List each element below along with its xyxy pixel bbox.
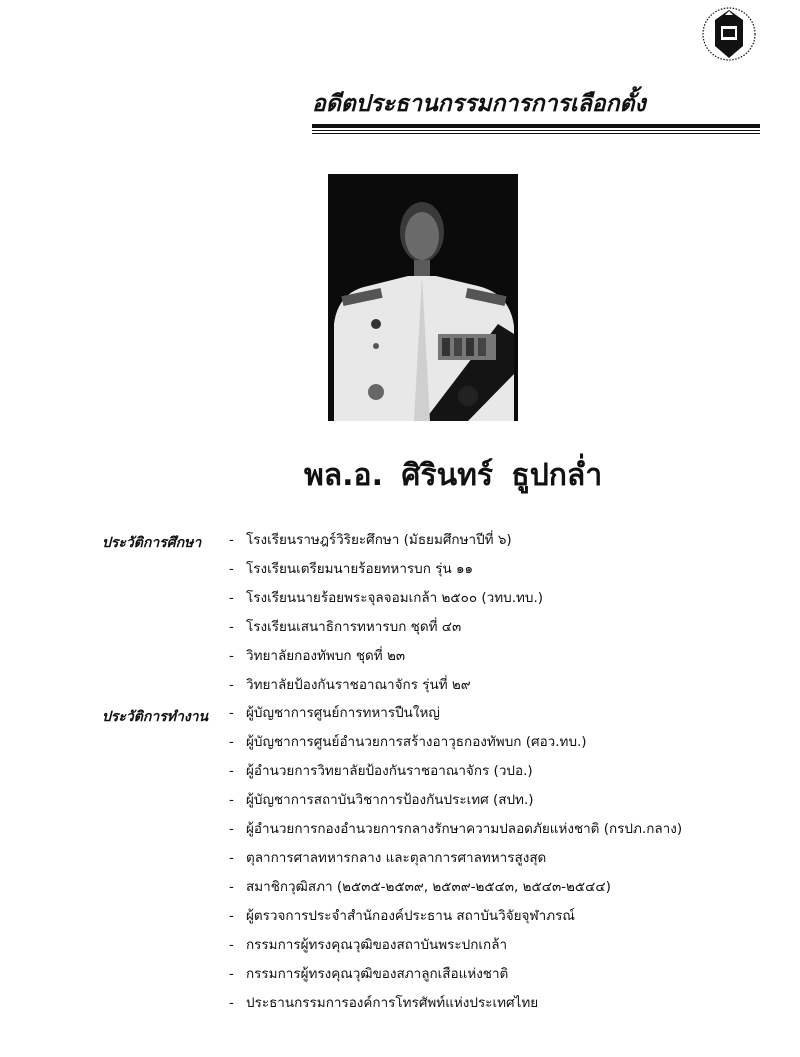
list-item: - โรงเรียนเตรียมนายร้อยทหารบก รุ่น ๑๑: [229, 561, 474, 577]
list-item: - ผู้บัญชาการสถาบันวิชาการป้องกันประเทศ (สปท.): [229, 792, 534, 808]
page-heading: อดีตประธานกรรมการการเลือกตั้ง: [312, 91, 646, 117]
list-item: - วิทยาลัยป้องกันราชอาณาจักร รุ่นที่ ๒๙: [229, 677, 471, 693]
list-item: - วิทยาลัยกองทัพบก ชุดที่ ๒๓: [229, 648, 406, 664]
heading-underline: [312, 124, 760, 134]
portrait-photo: [328, 174, 518, 421]
work-section-label: ประวัติการทำงาน: [102, 709, 209, 725]
list-item: - ผู้อำนวยการกองอำนวยการกลางรักษาความปลอดภัยแห่งชาติ (กรปภ.กลาง): [229, 821, 683, 837]
person-name: พล.อ. ศิรินทร์ ธูปกล่ำ: [304, 458, 603, 493]
list-item: - ผู้บัญชาการศูนย์การทหารปืนใหญ่: [229, 705, 440, 721]
education-list: [229, 532, 789, 706]
election-commission-emblem-icon: [699, 6, 759, 64]
list-item: - โรงเรียนเสนาธิการทหารบก ชุดที่ ๔๓: [229, 619, 462, 635]
list-item: - ผู้อำนวยการวิทยาลัยป้องกันราชอาณาจักร (วปอ.): [229, 763, 533, 779]
education-section-label: ประวัติการศึกษา: [102, 535, 202, 551]
list-item: - กรรมการผู้ทรงคุณวุฒิของสถาบันพระปกเกล้า: [229, 937, 508, 953]
list-item: - โรงเรียนนายร้อยพระจุลจอมเกล้า ๒๕๐๐ (วทบ.ทบ.): [229, 590, 544, 606]
work-list: [229, 705, 789, 1024]
list-item: - สมาชิกวุฒิสภา (๒๕๓๕-๒๕๓๙, ๒๕๓๙-๒๕๔๓, ๒๕๔๓-๒๕๔๔): [229, 879, 611, 895]
list-item: - ผู้ตรวจการประจำสำนักองค์ประธาน สถาบันวิจัยจุฬาภรณ์: [229, 908, 575, 924]
list-item: - ตุลาการศาลทหารกลาง และตุลาการศาลทหารสูงสุด: [229, 850, 547, 866]
list-item: - ประธานกรรมการองค์การโทรศัพท์แห่งประเทศไทย: [229, 995, 539, 1011]
list-item: - โรงเรียนราษฎร์วิริยะศึกษา (มัธยมศึกษาปีที่ ๖): [229, 532, 512, 548]
list-item: - ผู้บัญชาการศูนย์อำนวยการสร้างอาวุธกองทัพบก (ศอว.ทบ.): [229, 734, 587, 750]
list-item: - กรรมการผู้ทรงคุณวุฒิของสภาลูกเสือแห่งชาติ: [229, 966, 509, 982]
